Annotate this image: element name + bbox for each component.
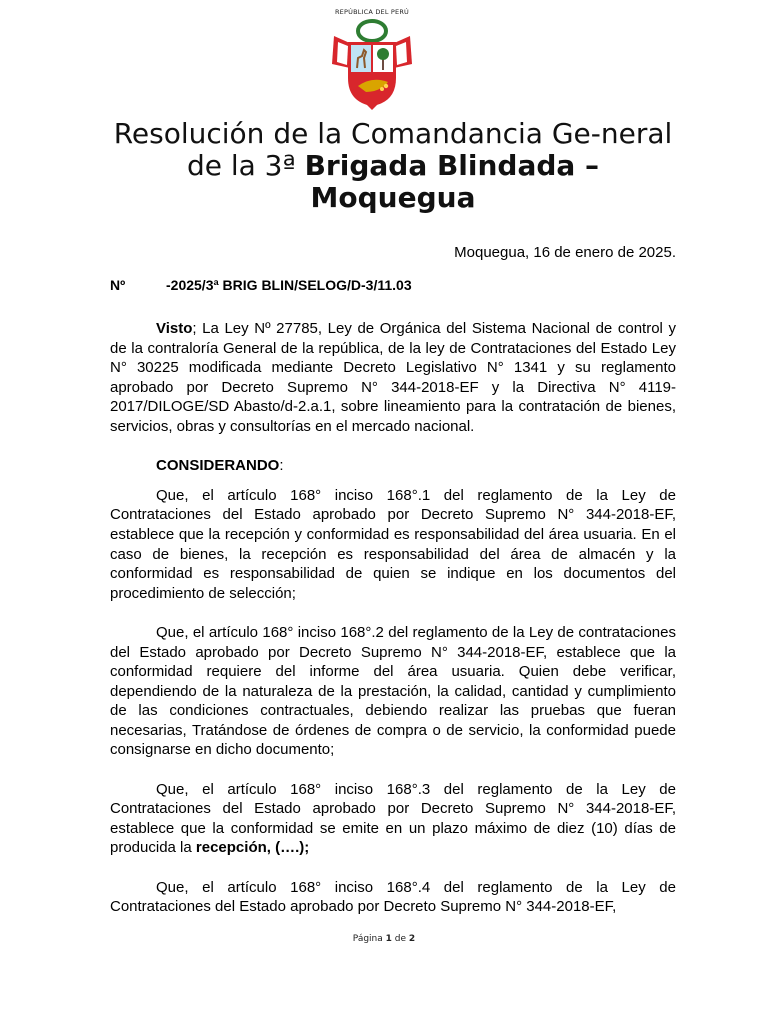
visto-text: ; La Ley Nº 27785, Ley de Orgánica del Sistema Nacional de control y de la contraloría General de la república, de la ley de Contrataciones del Estado Ley N° 30225 modificada mediante Decreto Legislativo N° 1341 y su reglamento aprobado por Decreto Supremo N° 344-2018-EF y la Directiva N° 4119-2017/DILOGE/SD Abasto/d-2.a.1, sobre lineamiento para la contratación de bienes, servicios, obras y consultorías en el mercado nacional. <box>110 320 676 435</box>
paragraph-3-bold: recepción, (….); <box>195 839 310 857</box>
footer-current-page: 1 <box>385 934 392 944</box>
date-line: Moquegua, 16 de enero de 2025. <box>454 244 676 261</box>
title-text: Resolución de la Comandancia Ge-neral de la 3ª <box>113 117 673 182</box>
footer-of: de <box>394 934 407 944</box>
coat-of-arms-label: REPÚBLICA DEL PERÚ <box>334 8 410 16</box>
considerando-label: CONSIDERANDO <box>156 457 280 475</box>
footer-total-pages: 2 <box>408 934 416 944</box>
resolution-number <box>110 277 670 293</box>
title-bold-text: Brigada Blindada – Moquegua <box>304 149 600 214</box>
number-code: -2025/3ª BRIG BLIN/SELOG/D-3/11.03 <box>166 277 412 293</box>
number-prefix: Nº <box>110 277 126 293</box>
visto-label: Visto <box>156 320 193 337</box>
document-title <box>108 118 678 214</box>
page-footer <box>0 934 768 944</box>
footer-prefix: Página <box>352 934 383 944</box>
peru-crest-icon <box>322 16 422 112</box>
document-body <box>110 319 676 917</box>
paragraph-1: Que, el artículo 168° inciso 168°.1 del reglamento de la Ley de Contrataciones del Estado aprobado por Decreto Supremo N° 344-2018-EF, establece que la recepción y conformidad es responsabilidad del área usuaria. En el caso de bienes, la recepción es responsabilidad del área de almacén y la conformidad es responsabilidad de quien se indique en los documentos del procedimiento de selección; <box>110 486 676 602</box>
considerando-heading <box>110 456 676 476</box>
coat-of-arms <box>322 8 422 112</box>
paragraph-3 <box>110 780 676 858</box>
paragraph-3-text: Que, el artículo 168° inciso 168°.3 del reglamento de la Ley de Contrataciones del Estado aprobado por Decreto Supremo N° 344-2018-EF, establece que la conformidad se emite en un plazo máximo de diez (10) días de producida la <box>110 780 676 857</box>
paragraph-2: Que, el artículo 168° inciso 168°.2 del reglamento de la Ley de contrataciones del Estado aprobado por Decreto Supremo N° 344-2018-EF, establece que la conformidad requiere del informe del área usuaria. Quien debe verificar, dependiendo de la naturaleza de la prestación, la calidad, cantidad y cumplimiento de las condiciones contractuales, debiendo realizar las pruebas que fueran necesarias, Tratándose de órdenes de compra o de servicio, la conformidad puede consignarse en dicho documento; <box>110 623 676 759</box>
considerando-colon: : <box>279 457 284 475</box>
paragraph-4: Que, el artículo 168° inciso 168°.4 del reglamento de la Ley de Contrataciones del Estado aprobado por Decreto Supremo N° 344-2018-EF, <box>110 878 676 916</box>
visto-paragraph <box>110 319 676 437</box>
